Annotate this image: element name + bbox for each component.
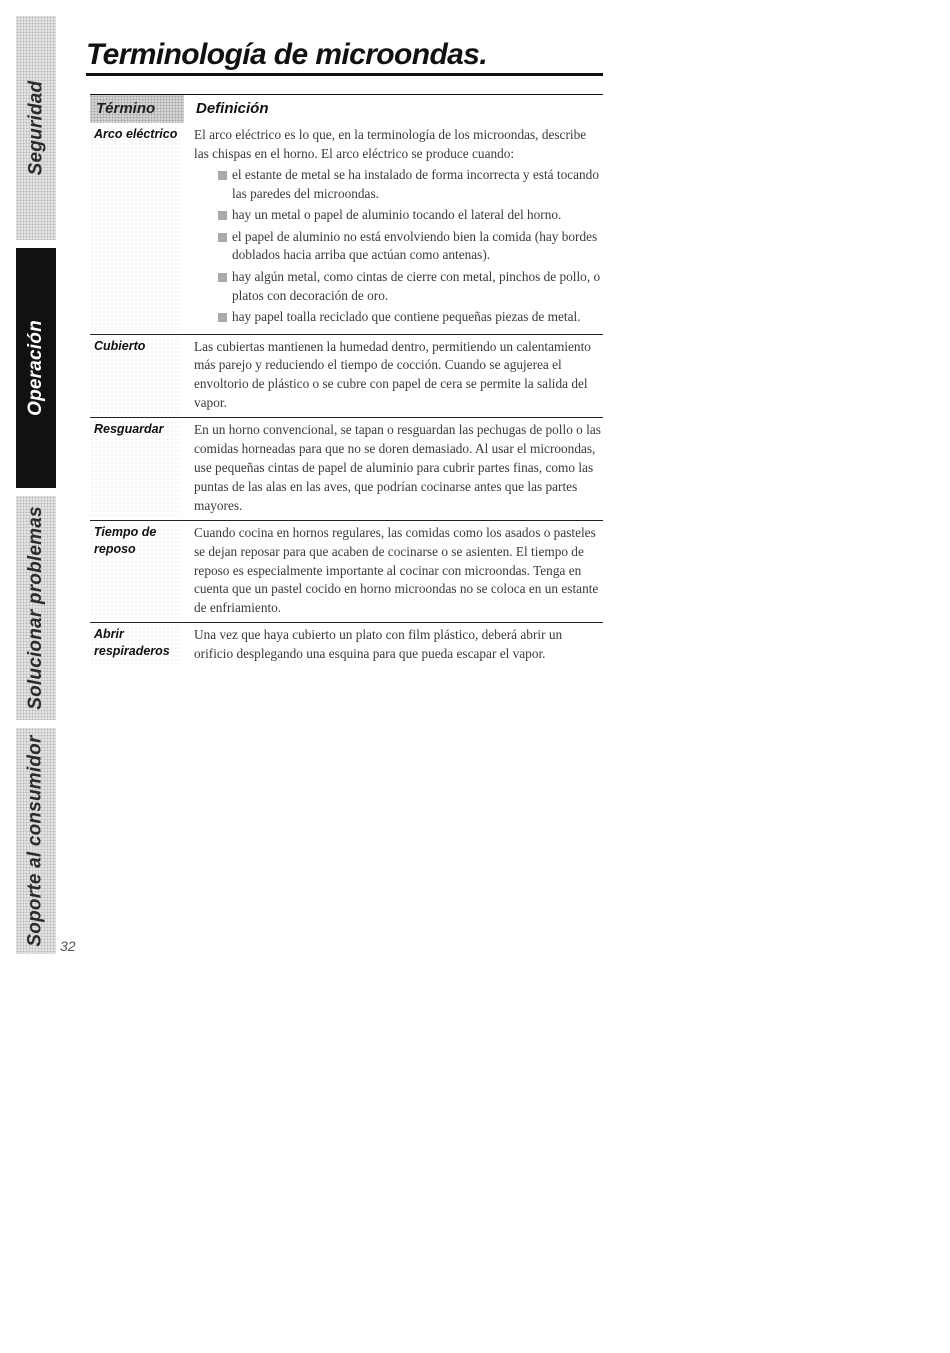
page-title: Terminología de microondas. [86, 38, 488, 71]
list-item [216, 268, 603, 306]
square-bullet-icon [218, 171, 227, 180]
term-cell [90, 338, 180, 414]
definition-text: El arco eléctrico es lo que, en la terminología de los microondas, describe las chispas en el horno. El arco eléctrico se produce cuando: [194, 127, 587, 161]
table-row [90, 417, 603, 520]
definition-text: Las cubiertas mantienen la humedad dentro, permitiendo un calentamiento más parejo y reduciendo el tiempo de cocción. Cuando se agujerea el envoltorio de plástico o se cubre con papel de cera se permite la salida del vapor. [194, 338, 591, 411]
square-bullet-icon [218, 313, 227, 322]
tab-label: Seguridad [25, 80, 46, 176]
definition-text: En un horno convencional, se tapan o resguardan las pechugas de pollo o las comidas horneadas para que no se doren demasiado. Al usar el microondas, use pequeñas cintas de papel de aluminio para cubrir partes finas, como las puntas de las alas en las aves, que podrían cocinarse antes que las partes mayores. [194, 422, 601, 513]
list-item [216, 206, 603, 225]
bullet-list [194, 166, 603, 327]
header-definition: Definición [196, 100, 269, 117]
bullet-text: hay un metal o papel de aluminio tocando el lateral del horno. [232, 207, 562, 223]
title-rule [86, 73, 603, 76]
definition-text: Cuando cocina en hornos regulares, las comidas como los asados o pasteles se dejan reposar para que acaben de cocinarse o se asienten. El tiempo de reposo es especialmente importante al cocinar con microondas. Tenga en cuenta que un pastel cocido en horno microondas no se coloca en un estante de enfriamiento. [194, 524, 599, 616]
definition-cell [194, 338, 603, 414]
tab-solucionar-problemas[interactable] [16, 496, 56, 720]
term-resguardar: Resguardar [94, 422, 164, 437]
tab-seguridad[interactable] [16, 16, 56, 240]
term-cubierto: Cubierto [94, 338, 146, 353]
table-row [90, 123, 603, 334]
bullet-text: hay algún metal, como cintas de cierre con metal, pinchos de pollo, o platos con decoración de oro. [232, 268, 601, 303]
list-item [216, 308, 603, 327]
list-item [216, 166, 603, 204]
term-cell [90, 524, 180, 619]
bullet-text: hay papel toalla reciclado que contiene pequeñas piezas de metal. [232, 309, 581, 325]
tab-soporte-al-consumidor[interactable] [16, 728, 56, 954]
terminology-table [90, 94, 603, 668]
tab-label: Operación [25, 320, 46, 416]
table-row [90, 520, 603, 623]
term-cell [90, 421, 180, 516]
term-cell [90, 626, 180, 664]
list-item [216, 228, 603, 266]
header-term: Término [90, 95, 184, 123]
table-row [90, 622, 603, 668]
definition-cell [194, 126, 603, 330]
tab-operacion[interactable] [16, 248, 56, 488]
term-arco-electrico: Arco eléctrico [94, 127, 178, 141]
bullet-text: el estante de metal se ha instalado de forma incorrecta y está tocando las paredes del microondas. [232, 166, 599, 201]
bullet-text: el papel de aluminio no está envolviendo bien la comida (hay bordes doblados hacia arriba que actúan como antenas). [232, 228, 598, 263]
term-abrir-respiraderos-line2: respiraderos [94, 644, 170, 659]
term-tiempo-de-reposo-line1: Tiempo de [94, 524, 157, 539]
square-bullet-icon [218, 211, 227, 220]
definition-cell [194, 626, 603, 664]
definition-cell [194, 421, 603, 516]
term-abrir-respiraderos-line1: Abrir [94, 627, 124, 642]
table-header [90, 94, 603, 123]
term-tiempo-de-reposo-line2: reposo [94, 541, 136, 556]
square-bullet-icon [218, 273, 227, 282]
page-number: 32 [60, 938, 76, 954]
tab-label: Soporte al consumidor [25, 735, 46, 947]
tab-label: Solucionar problemas [25, 506, 47, 710]
table-row [90, 334, 603, 418]
section-tabs [16, 16, 56, 954]
square-bullet-icon [218, 233, 227, 242]
definition-text: Una vez que haya cubierto un plato con film plástico, deberá abrir un orificio desplegando una esquina para que pueda escapar el vapor. [194, 627, 563, 662]
definition-cell [194, 524, 603, 619]
term-cell [90, 126, 180, 330]
